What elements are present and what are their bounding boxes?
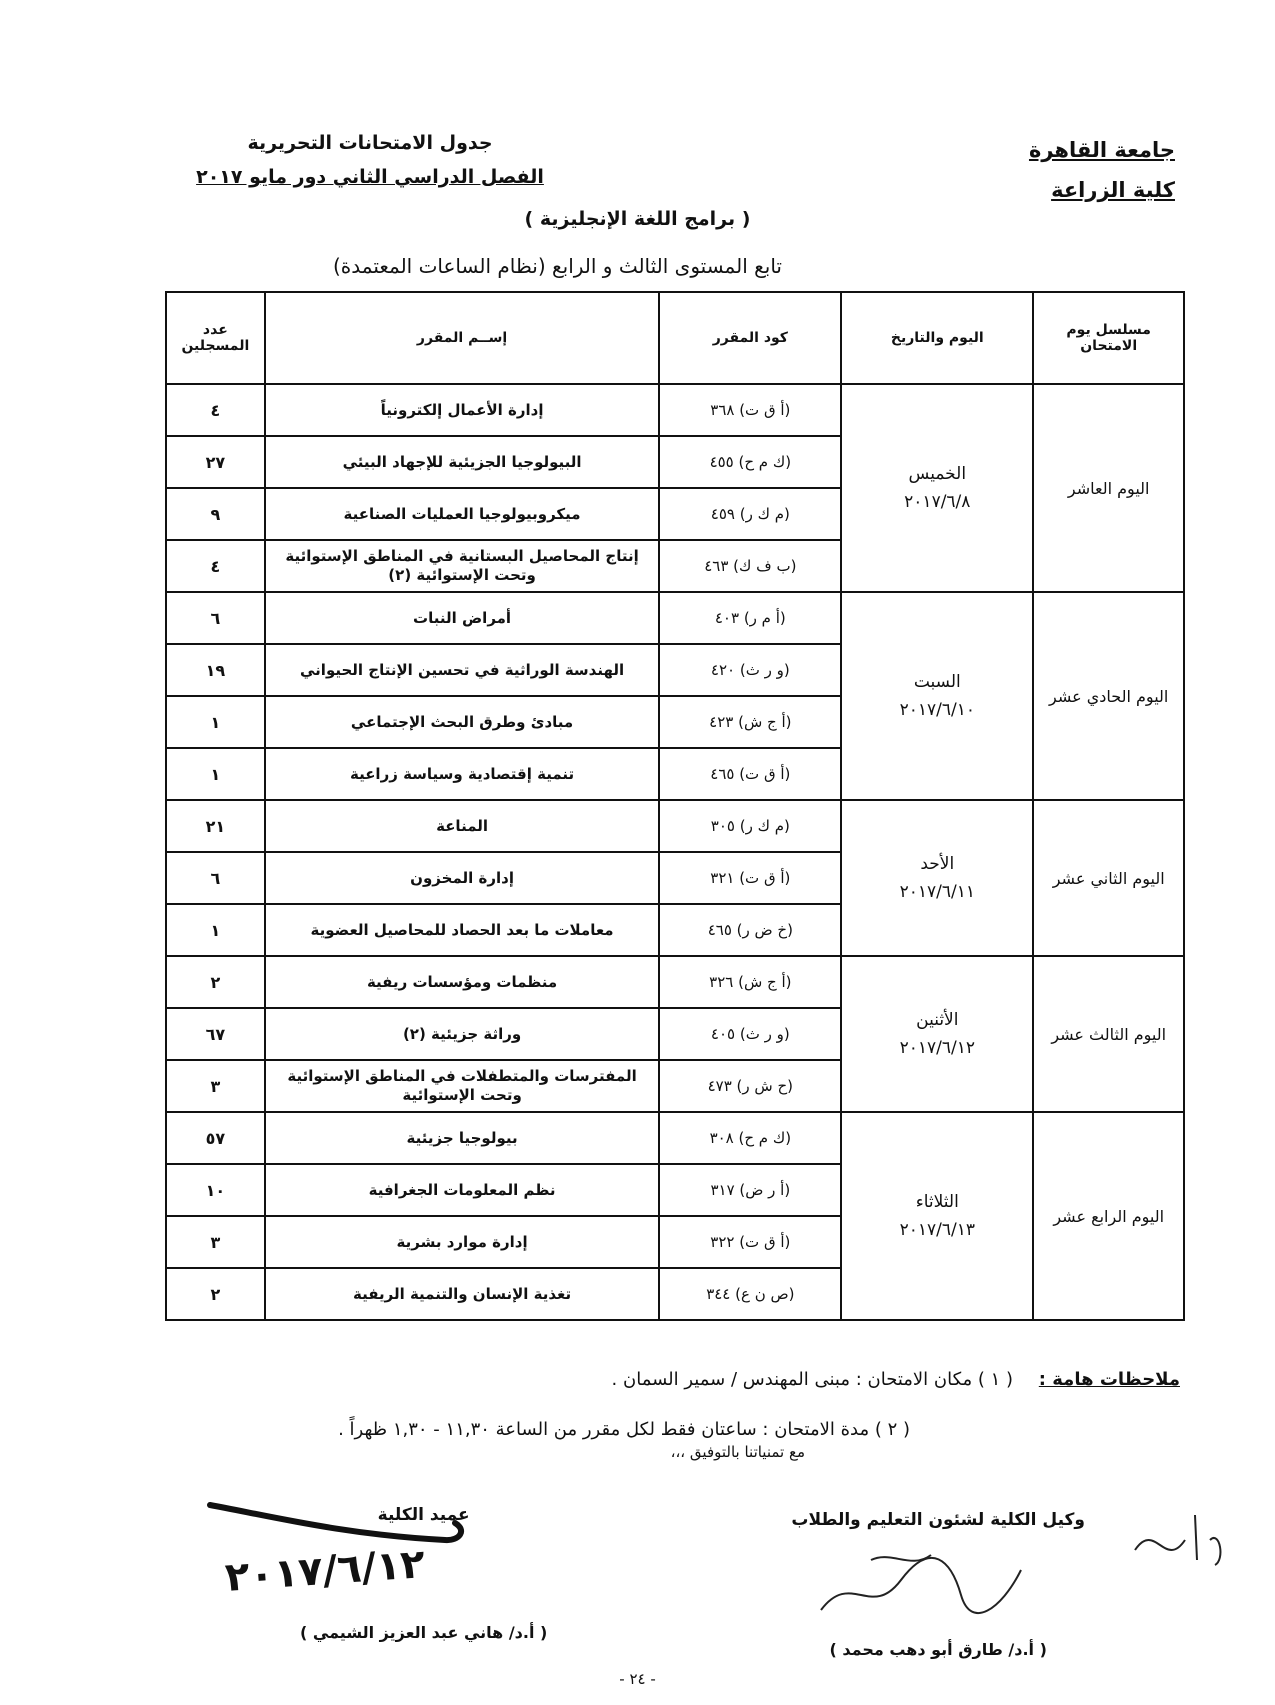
col-exam-day: مسلسل يوم الامتحان xyxy=(1033,292,1184,384)
notes-label: ملاحظات هامة : xyxy=(1038,1369,1180,1390)
course-code: (و ر ث) ٤٠٥ xyxy=(659,1008,841,1060)
course-name: نظم المعلومات الجغرافية xyxy=(265,1164,660,1216)
col-course-code: كود المقرر xyxy=(659,292,841,384)
page-number: - ٢٤ - xyxy=(619,1670,656,1688)
course-code: (أ م ر) ٤٠٣ xyxy=(659,592,841,644)
col-day-date: اليوم والتاريخ xyxy=(841,292,1033,384)
course-code: (أ ق ت) ٣٢٢ xyxy=(659,1216,841,1268)
exam-day-cell: اليوم العاشر xyxy=(1033,384,1184,592)
course-name: ميكروبيولوجيا العمليات الصناعية xyxy=(265,488,660,540)
registered-count: ٤ xyxy=(166,384,265,436)
registered-count: ٣ xyxy=(166,1060,265,1112)
course-name: المفترسات والمتطفلات في المناطق الإستوائية وتحت الإستوائية xyxy=(265,1060,660,1112)
registered-count: ١٠ xyxy=(166,1164,265,1216)
course-code: (م ك ر) ٣٠٥ xyxy=(659,800,841,852)
registered-count: ٤ xyxy=(166,540,265,592)
course-name: بيولوجيا جزيئية xyxy=(265,1112,660,1164)
table-row xyxy=(166,1112,1184,1164)
course-name: المناعة xyxy=(265,800,660,852)
weekday: السبت xyxy=(913,672,961,692)
registered-count: ٢١ xyxy=(166,800,265,852)
day-date-cell xyxy=(841,956,1033,1112)
table-row xyxy=(166,384,1184,436)
document-title-block xyxy=(180,126,560,194)
course-name: البيولوجيا الجزيئية للإجهاد البيئي xyxy=(265,436,660,488)
registered-count: ١ xyxy=(166,696,265,748)
registered-count: ٩ xyxy=(166,488,265,540)
vice-dean-name: ( أ.د/ طارق أبو دهب محمد ) xyxy=(829,1640,1047,1659)
registered-count: ١ xyxy=(166,748,265,800)
course-name: إدارة الأعمال إلكترونياً xyxy=(265,384,660,436)
table-row xyxy=(166,800,1184,852)
course-code: (أ ج ش) ٣٢٦ xyxy=(659,956,841,1008)
course-code: (ب ف ك) ٤٦٣ xyxy=(659,540,841,592)
programs-subtitle: ( برامج اللغة الإنجليزية ) xyxy=(524,208,751,230)
exam-date: ٢٠١٧/٦/١٣ xyxy=(899,1220,975,1240)
weekday: الأحد xyxy=(920,854,955,874)
course-name: منظمات ومؤسسات ريفية xyxy=(265,956,660,1008)
registered-count: ١ xyxy=(166,904,265,956)
registered-count: ٦ xyxy=(166,852,265,904)
semester-title: الفصل الدراسي الثاني دور مايو ٢٠١٧ xyxy=(196,166,544,188)
day-date-cell xyxy=(841,592,1033,800)
registered-count: ٦ xyxy=(166,592,265,644)
course-code: (أ ر ض) ٣١٧ xyxy=(659,1164,841,1216)
document-title: جدول الامتحانات التحريرية xyxy=(247,132,493,154)
course-code: (أ ق ت) ٤٦٥ xyxy=(659,748,841,800)
table-row xyxy=(166,592,1184,644)
course-name: إدارة المخزون xyxy=(265,852,660,904)
exam-day-cell: اليوم الثاني عشر xyxy=(1033,800,1184,956)
good-luck-text: مع تمنياتنا بالتوفيق ،،، xyxy=(670,1443,805,1461)
course-code: (ح ش ر) ٤٧٣ xyxy=(659,1060,841,1112)
note-duration: ( ٢ ) مدة الامتحان : ساعتان فقط لكل مقرر من الساعة ١١,٣٠ - ١,٣٠ ظهراً . xyxy=(338,1419,910,1440)
notes-section xyxy=(80,1355,1180,1455)
col-course-name: إســم المقرر xyxy=(265,292,660,384)
exam-date: ٢٠١٧/٦/١١ xyxy=(899,882,975,902)
vice-dean-signature-icon xyxy=(811,1540,1031,1630)
vice-dean-title: وكيل الكلية لشئون التعليم والطلاب xyxy=(791,1510,1085,1530)
exam-schedule-table xyxy=(165,291,1185,1321)
course-code: (م ك ر) ٤٥٩ xyxy=(659,488,841,540)
exam-day-cell: اليوم الرابع عشر xyxy=(1033,1112,1184,1320)
dean-title: عميد الكلية xyxy=(377,1505,470,1525)
faculty-header xyxy=(1029,130,1175,210)
weekday: الثلاثاء xyxy=(915,1192,959,1212)
registered-count: ١٩ xyxy=(166,644,265,696)
weekday: الخميس xyxy=(908,464,967,484)
registered-count: ٥٧ xyxy=(166,1112,265,1164)
exam-day-cell: اليوم الثالث عشر xyxy=(1033,956,1184,1112)
weekday: الأثنين xyxy=(916,1010,959,1030)
registered-count: ٣ xyxy=(166,1216,265,1268)
course-name: تنمية إقتصادية وسياسة زراعية xyxy=(265,748,660,800)
course-name: مبادئ وطرق البحث الإجتماعي xyxy=(265,696,660,748)
university-name: جامعة القاهرة xyxy=(1028,138,1175,162)
course-name: وراثة جزيئية (٢) xyxy=(265,1008,660,1060)
exam-date: ٢٠١٧/٦/١٠ xyxy=(899,700,975,720)
table-row xyxy=(166,956,1184,1008)
exam-date: ٢٠١٧/٦/٨ xyxy=(904,492,971,512)
day-date-cell xyxy=(841,384,1033,592)
day-date-cell xyxy=(841,800,1033,956)
course-name: تغذية الإنسان والتنمية الريفية xyxy=(265,1268,660,1320)
course-code: (خ ض ر) ٤٦٥ xyxy=(659,904,841,956)
registered-count: ٢٧ xyxy=(166,436,265,488)
note-venue: ( ١ ) مكان الامتحان : مبنى المهندس / سمير السمان . xyxy=(611,1369,1014,1390)
day-date-cell xyxy=(841,1112,1033,1320)
course-code: (ص ن ع) ٣٤٤ xyxy=(659,1268,841,1320)
registered-count: ٢ xyxy=(166,956,265,1008)
course-code: (و ر ث) ٤٢٠ xyxy=(659,644,841,696)
note-line-1 xyxy=(80,1355,1180,1405)
course-name: إنتاج المحاصيل البستانية في المناطق الإستوائية وتحت الإستوائية (٢) xyxy=(265,540,660,592)
note-line-2 xyxy=(80,1405,1180,1455)
registered-count: ٦٧ xyxy=(166,1008,265,1060)
course-code: (أ ق ت) ٣٦٨ xyxy=(659,384,841,436)
handwritten-date: ٢٠١٧/٦/١٢ xyxy=(223,1541,427,1601)
course-name: إدارة موارد بشرية xyxy=(265,1216,660,1268)
level-subtitle: تابع المستوى الثالث و الرابع (نظام الساعات المعتمدة) xyxy=(332,254,782,278)
table-header-row xyxy=(166,292,1184,384)
vice-dean-signature-block xyxy=(791,1510,1085,1659)
course-name: الهندسة الوراثية في تحسين الإنتاج الحيواني xyxy=(265,644,660,696)
registered-count: ٢ xyxy=(166,1268,265,1320)
exam-date: ٢٠١٧/٦/١٢ xyxy=(899,1038,975,1058)
course-name: أمراض النبات xyxy=(265,592,660,644)
col-registered: عدد المسجلين xyxy=(166,292,265,384)
exam-day-cell: اليوم الحادي عشر xyxy=(1033,592,1184,800)
course-code: (أ ج ش) ٤٢٣ xyxy=(659,696,841,748)
dean-name: ( أ.د/ هاني عبد العزيز الشيمي ) xyxy=(300,1623,548,1642)
course-code: (أ ق ت) ٣٢١ xyxy=(659,852,841,904)
course-code: (ك م ح) ٣٠٨ xyxy=(659,1112,841,1164)
faculty-name: كلية الزراعة xyxy=(1051,178,1175,202)
initials-mark-icon xyxy=(1125,1500,1235,1580)
course-code: (ك م ح) ٤٥٥ xyxy=(659,436,841,488)
course-name: معاملات ما بعد الحصاد للمحاصيل العضوية xyxy=(265,904,660,956)
